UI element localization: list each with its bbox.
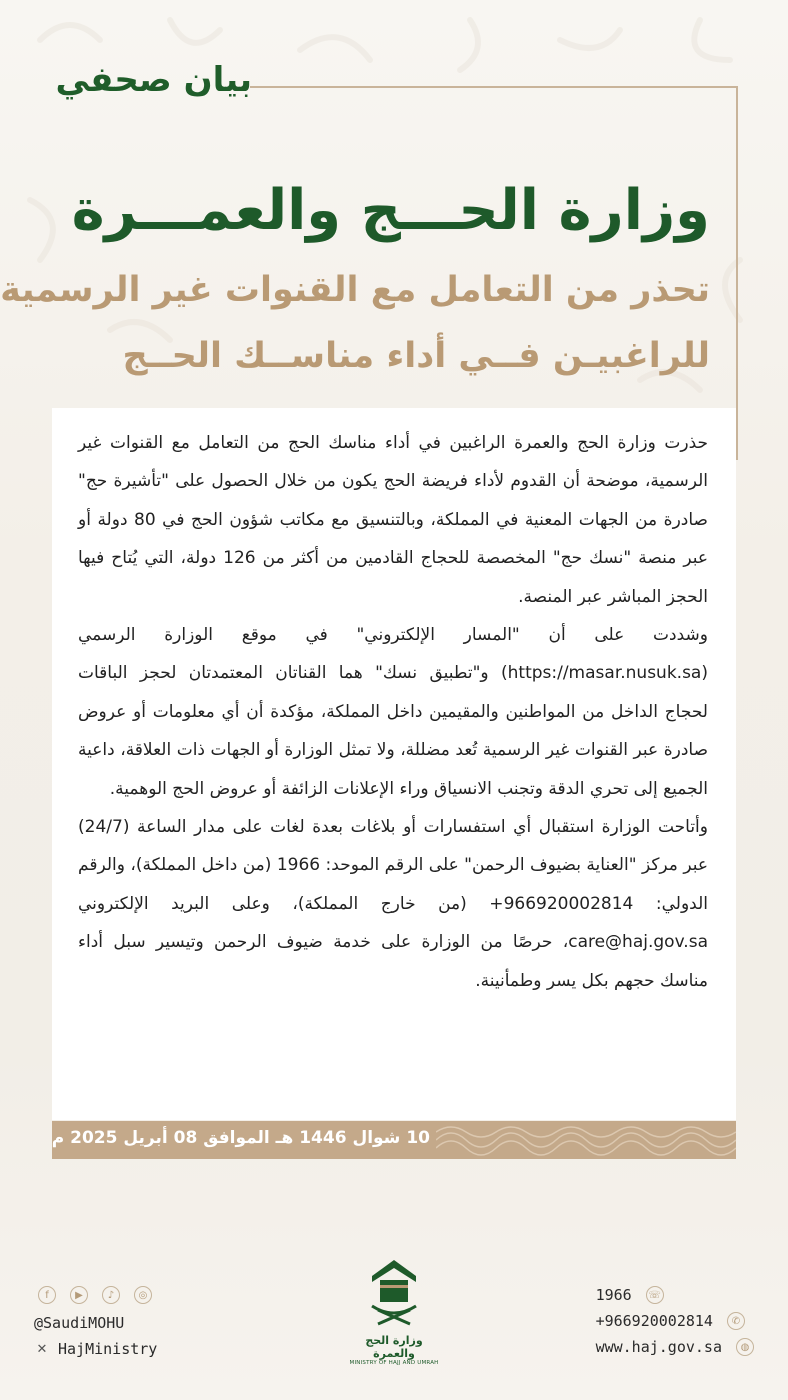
- facebook-icon[interactable]: f: [38, 1286, 56, 1304]
- islamic-pattern-decoration: [436, 1121, 736, 1159]
- youtube-icon[interactable]: ▶: [70, 1286, 88, 1304]
- ministry-logo: [344, 1258, 444, 1376]
- paragraph-2: وشددت على أن "المسار الإلكتروني" في موقع الوزارة الرسمي (https://masar.nusuk.sa) و"تطبيق نسك" هما القناتان المعتمدتان لحجز الباقات لحجاج الداخل من المواطنين والمقيمين داخل المملكة، مؤكدة أن أي معلومات أو عروض صادرة عبر القنوات غير الرسمية تُعد مضللة، ولا تمثل الوزارة أو الجهات ذات العلاقة، داعية الجميع إلى تحري الدقة وتجنب الانسياق وراء الإعلانات الزائفة أو عروض الحج الوهمية.: [78, 625, 708, 799]
- paragraph-3: وأتاحت الوزارة استقبال أي استفسارات أو بلاغات بعدة لغات على مدار الساعة (24/7) عبر مركز "العناية بضيوف الرحمن" على الرقم الموحد: 1966 (من داخل المملكة)، والرقم الدولي: 966920002814+ (من خارج المملكة)، وعلى البريد الإلكتروني care@haj.gov.sa، حرصًا من الوزارة على خدمة ضيوف الرحمن وتيسير سبل أداء مناسك حجهم بكل يسر وطمأنينة.: [78, 817, 708, 991]
- statement-body: [52, 408, 736, 1120]
- frame-top-line: [250, 86, 738, 88]
- press-release-label: بيان صحفي: [55, 60, 252, 100]
- phone-intl-row: [596, 1308, 754, 1334]
- contact-info: [596, 1282, 754, 1360]
- website-row: [596, 1334, 754, 1360]
- phone-local[interactable]: 1966: [595, 1286, 632, 1304]
- date-bar: [52, 1121, 736, 1159]
- phone-local-row: [596, 1282, 754, 1308]
- phone-icon: ☏: [646, 1286, 664, 1304]
- ministry-title: وزارة الحـــج والعمـــرة: [71, 178, 710, 243]
- social-info: [34, 1282, 157, 1362]
- frame-right-line: [736, 86, 738, 460]
- publication-date: 10 شوال 1446 هـ الموافق 08 أبريل 2025 م: [52, 1128, 430, 1148]
- handle-row: [34, 1310, 157, 1336]
- social-icons-row: [34, 1282, 157, 1308]
- phone-intl[interactable]: +966920002814: [595, 1312, 713, 1330]
- x-icon[interactable]: ✕: [36, 1341, 48, 1357]
- globe-icon: ◍: [736, 1338, 754, 1356]
- subtitle-line-2: للراغبيـن فــي أداء مناســك الحــج: [122, 336, 710, 376]
- mobile-icon: ✆: [727, 1312, 745, 1330]
- logo-english-name: MINISTRY OF HAJJ AND UMRAH: [349, 1360, 439, 1366]
- x-handle-row: [34, 1336, 157, 1362]
- main-handle[interactable]: @SaudiMOHU: [34, 1314, 125, 1332]
- logo-arabic-name: وزارة الحج والعمرة: [365, 1334, 423, 1360]
- subtitle-line-1: تحذر من التعامل مع القنوات غير الرسمية: [0, 270, 710, 310]
- tiktok-icon[interactable]: ♪: [102, 1286, 120, 1304]
- kaaba-emblem-icon: [364, 1258, 424, 1328]
- instagram-icon[interactable]: ◎: [134, 1286, 152, 1304]
- website-link[interactable]: www.haj.gov.sa: [595, 1338, 722, 1356]
- paragraph-1: حذرت وزارة الحج والعمرة الراغبين في أداء مناسك الحج من التعامل مع القنوات غير الرسمية، موضحة أن القدوم لأداء فريضة الحج يكون من خلال الحصول على "تأشيرة حج" صادرة من الجهات المعنية في المملكة، وبالتنسيق مع مكاتب شؤون الحج في 80 دولة أو عبر منصة "نسك حج" المخصصة للحجاج القادمين من أكثر من 126 دولة، التي يُتاح فيها الحجز المباشر عبر المنصة.: [78, 433, 708, 607]
- x-handle[interactable]: HajMinistry: [58, 1340, 158, 1358]
